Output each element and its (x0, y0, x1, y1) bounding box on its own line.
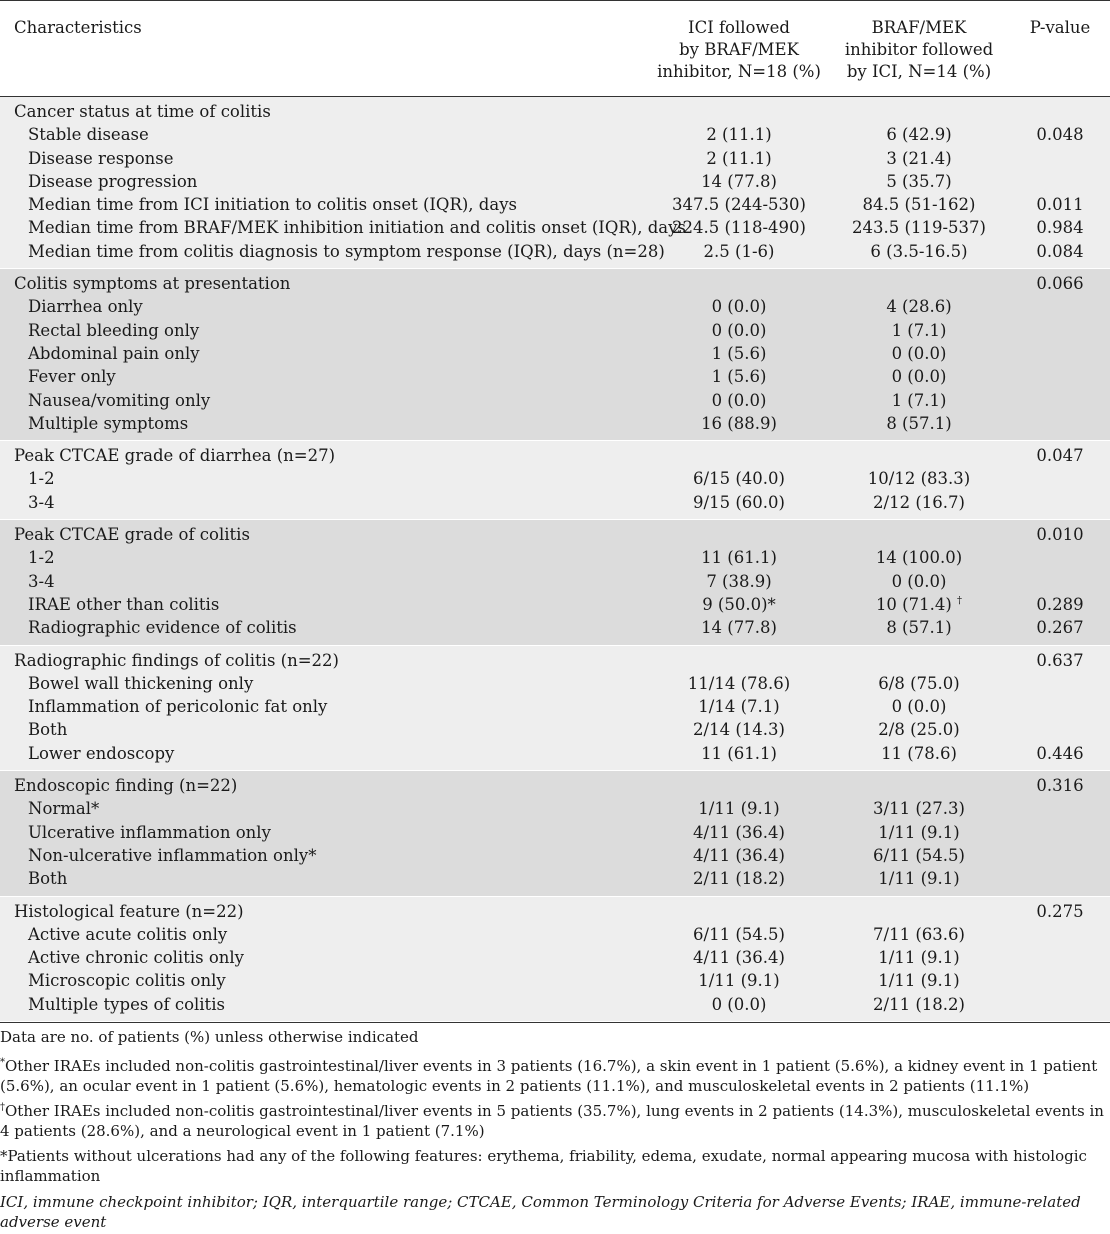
row-value-ici-first (650, 946, 828, 969)
row-value-ici-first (650, 672, 828, 695)
row-value-text: 6/11 (54.5) (873, 845, 965, 865)
row-value-text: 14 (77.8) (701, 618, 777, 638)
group-title: Cancer status at time of colitis (14, 102, 271, 121)
table-row (0, 342, 1110, 365)
table-header (0, 1, 1110, 97)
group-title: Endoscopic finding (n=22) (14, 776, 238, 796)
row-value-ici-first (650, 365, 828, 388)
table-row (0, 969, 1110, 992)
group-pvalue: 0.275 (1036, 901, 1084, 921)
row-value-braf-first (828, 342, 1010, 365)
row-label: 1-2 (28, 469, 55, 489)
group-pvalue: 0.066 (1036, 274, 1084, 294)
row-value-braf-first (828, 993, 1010, 1021)
row-value-braf-first (828, 147, 1010, 170)
group-title-row (0, 269, 1110, 296)
table-row (0, 821, 1110, 844)
colitis-characteristics-table (0, 0, 1110, 97)
row-pvalue (1010, 319, 1110, 342)
row-value-text: 3 (21.4) (886, 148, 952, 168)
row-value-text: 1/11 (9.1) (878, 869, 960, 889)
table-row (0, 570, 1110, 593)
table-row (0, 295, 1110, 318)
row-value-ici-first (650, 867, 828, 896)
row-value-ici-first (650, 718, 828, 741)
row-value-text: 0 (0.0) (891, 367, 947, 387)
row-label: Bowel wall thickening only (28, 673, 254, 693)
group-value-a (650, 520, 828, 547)
row-pvalue: 0.267 (1036, 618, 1084, 638)
row-value-text: 6/8 (75.0) (878, 673, 960, 693)
row-value-text: 1/14 (7.1) (698, 697, 780, 717)
row-value-ici-first (650, 491, 828, 520)
row-pvalue (1010, 718, 1110, 741)
row-value-braf-first (828, 742, 1010, 771)
header-ici-first: ICI followed by BRAF/MEK inhibitor, N=18 (%) (650, 1, 828, 97)
row-label: Radiographic evidence of colitis (28, 618, 297, 638)
row-label: Normal* (28, 799, 100, 819)
row-value-ici-first (650, 797, 828, 820)
row-value-ici-first (650, 546, 828, 569)
header-characteristics: Characteristics (0, 1, 650, 97)
row-value-ici-first (650, 123, 828, 146)
footnote-abbreviations: ICI, immune checkpoint inhibitor; IQR, interquartile range; CTCAE, Common Terminology Criteria for Adverse Events; IRAE, immune-related adverse event (0, 1192, 1081, 1231)
row-label: Stable disease (28, 125, 149, 145)
table-row (0, 672, 1110, 695)
row-value-braf-first (828, 923, 1010, 946)
group-value-b (828, 520, 1010, 547)
row-value-ici-first (650, 295, 828, 318)
table-row (0, 797, 1110, 820)
row-value-text: 1 (7.1) (891, 320, 947, 340)
table-row (0, 123, 1110, 146)
row-value-text: 1 (7.1) (891, 390, 947, 410)
row-value-text: 4/11 (36.4) (693, 822, 785, 842)
row-value-text: 0 (0.0) (711, 390, 767, 410)
row-pvalue (1010, 797, 1110, 820)
table-row (0, 170, 1110, 193)
row-label: Nausea/vomiting only (28, 390, 211, 410)
table-row (0, 319, 1110, 342)
row-label: Rectal bleeding only (28, 320, 200, 340)
row-value-text: 6 (42.9) (886, 125, 952, 145)
row-value-ici-first (650, 570, 828, 593)
group-value-a (650, 97, 828, 123)
table-group (0, 441, 1110, 520)
row-pvalue: 0.084 (1036, 241, 1084, 261)
row-pvalue: 0.984 (1036, 218, 1084, 238)
row-value-ici-first (650, 170, 828, 193)
row-value-text: 11 (61.1) (701, 548, 777, 568)
footnote-other-irae-braf: †Other IRAEs included non-colitis gastrointestinal/liver events in 5 patients (35.7%), lung events in 2 patients (14.3%), musculoskeletal events in 4 patients (28.6%), and a neurological event in 1 patient (7.1%) (0, 1101, 1104, 1140)
table-group (0, 645, 1110, 770)
group-title: Peak CTCAE grade of diarrhea (n=27) (14, 446, 336, 466)
row-pvalue: 0.289 (1036, 594, 1084, 614)
row-value-ici-first (650, 240, 828, 269)
row-value-text: 8 (57.1) (886, 618, 952, 638)
row-value-text: 11 (78.6) (881, 743, 957, 763)
row-value-ici-first (650, 467, 828, 490)
row-pvalue (1010, 365, 1110, 388)
row-pvalue: 0.446 (1036, 743, 1084, 763)
row-value-text: 347.5 (244-530) (672, 195, 806, 215)
row-value-braf-first (828, 969, 1010, 992)
row-pvalue (1010, 412, 1110, 441)
row-pvalue (1010, 844, 1110, 867)
row-value-text: 2 (11.1) (706, 148, 772, 168)
row-pvalue (1010, 342, 1110, 365)
row-label: Fever only (28, 367, 116, 387)
row-pvalue (1010, 170, 1110, 193)
row-value-braf-first (828, 491, 1010, 520)
row-value-braf-first (828, 570, 1010, 593)
group-value-b (828, 97, 1010, 123)
row-value-text: 8 (57.1) (886, 413, 952, 433)
table-body (0, 97, 1110, 1021)
row-value-text: 14 (100.0) (875, 548, 963, 568)
table-row (0, 616, 1110, 645)
row-value-ici-first (650, 993, 828, 1021)
group-value-a (650, 771, 828, 798)
row-value-text: 0 (0.0) (711, 297, 767, 317)
row-value-text: 2/14 (14.3) (693, 720, 785, 740)
row-value-braf-first (828, 467, 1010, 490)
row-value-braf-first (828, 672, 1010, 695)
row-value-text: 243.5 (119-537) (852, 218, 986, 238)
row-value-text: 11 (61.1) (701, 743, 777, 763)
group-title-row (0, 441, 1110, 468)
row-value-text: 1/11 (9.1) (878, 822, 960, 842)
row-value-ici-first (650, 389, 828, 412)
group-value-b (828, 441, 1010, 468)
row-value-text: 4/11 (36.4) (693, 845, 785, 865)
row-pvalue (1010, 147, 1110, 170)
row-value-text: 10 (71.4) (875, 594, 952, 614)
row-value-text: 3/11 (27.3) (873, 799, 965, 819)
row-value-ici-first (650, 593, 828, 616)
group-title-row (0, 520, 1110, 547)
row-value-braf-first (828, 412, 1010, 441)
row-label: Median time from ICI initiation to colitis onset (IQR), days (28, 195, 517, 215)
table-row (0, 412, 1110, 441)
row-value-text: 2/8 (25.0) (878, 720, 960, 740)
row-pvalue (1010, 570, 1110, 593)
row-pvalue: 0.011 (1036, 195, 1084, 215)
group-title-row (0, 771, 1110, 798)
row-label: Microscopic colitis only (28, 971, 226, 991)
row-value-braf-first (828, 319, 1010, 342)
row-pvalue (1010, 295, 1110, 318)
row-pvalue (1010, 695, 1110, 718)
group-value-b (828, 269, 1010, 296)
group-pvalue (1010, 97, 1110, 123)
table-footnotes (0, 1022, 1110, 1234)
row-value-text: 2/12 (16.7) (873, 492, 965, 512)
group-value-b (828, 645, 1010, 672)
row-value-text: 5 (35.7) (886, 171, 952, 191)
row-value-text: 84.5 (51-162) (862, 195, 976, 215)
row-value-braf-first (828, 216, 1010, 239)
row-value-text: 0 (0.0) (891, 697, 947, 717)
row-value-text: 0 (0.0) (711, 994, 767, 1014)
row-value-ici-first (650, 342, 828, 365)
row-value-text: 6 (3.5-16.5) (870, 241, 968, 261)
row-value-text: 0 (0.0) (891, 343, 947, 363)
row-label: Disease response (28, 148, 174, 168)
footnote-other-irae-ici: *Other IRAEs included non-colitis gastrointestinal/liver events in 3 patients (16.7%), a skin event in 1 patient (5.6%), a kidney event in 1 patient (5.6%), an ocular event in 1 patient (5.6%), hematologic events in 2 patients (11.1%), and musculoskeletal events in 2 patients (11.1%) (0, 1056, 1098, 1095)
row-value-braf-first (828, 867, 1010, 896)
table-group (0, 97, 1110, 269)
table-group (0, 896, 1110, 1021)
row-pvalue (1010, 993, 1110, 1021)
row-label: Non-ulcerative inflammation only* (28, 845, 317, 865)
group-title-row (0, 896, 1110, 923)
row-value-ici-first (650, 695, 828, 718)
row-value-text: 6/11 (54.5) (693, 924, 785, 944)
row-label: Active acute colitis only (28, 924, 228, 944)
group-pvalue: 0.010 (1036, 525, 1084, 545)
group-title: Histological feature (n=22) (14, 901, 244, 921)
table-row (0, 467, 1110, 490)
row-label: Inflammation of pericolonic fat only (28, 697, 328, 717)
row-pvalue (1010, 389, 1110, 412)
row-value-braf-first (828, 946, 1010, 969)
row-value-text: 1/11 (9.1) (878, 948, 960, 968)
row-label: Multiple types of colitis (28, 994, 225, 1014)
row-value-text: 9 (50.0) (702, 594, 768, 614)
row-value-ici-first (650, 147, 828, 170)
row-label: Diarrhea only (28, 297, 143, 317)
row-pvalue (1010, 546, 1110, 569)
table-row (0, 240, 1110, 269)
row-value-text: 0 (0.0) (891, 571, 947, 591)
header-braf-first: BRAF/MEK inhibitor followed by ICI, N=14 (%) (828, 1, 1010, 97)
row-value-braf-first (828, 365, 1010, 388)
row-value-text: 2/11 (18.2) (873, 994, 965, 1014)
row-value-braf-first (828, 295, 1010, 318)
group-value-a (650, 645, 828, 672)
row-value-ici-first (650, 193, 828, 216)
row-value-ici-first (650, 742, 828, 771)
row-value-braf-first (828, 193, 1010, 216)
row-value-braf-first (828, 389, 1010, 412)
row-value-text: 1/11 (9.1) (698, 971, 780, 991)
row-label: Active chronic colitis only (28, 948, 244, 968)
table-row (0, 193, 1110, 216)
row-label: Disease progression (28, 171, 198, 191)
row-value-text: 16 (88.9) (701, 413, 777, 433)
row-label: Both (28, 720, 68, 740)
table-row (0, 147, 1110, 170)
group-value-b (828, 771, 1010, 798)
row-value-text: 1 (5.6) (711, 343, 767, 363)
row-value-text: 1/11 (9.1) (698, 799, 780, 819)
group-value-a (650, 896, 828, 923)
row-value-text: 6/15 (40.0) (693, 469, 785, 489)
footnote-data-note: Data are no. of patients (%) unless otherwise indicated (0, 1027, 419, 1046)
row-value-ici-first (650, 216, 828, 239)
header-pvalue: P-value (1010, 1, 1110, 97)
row-label: Lower endoscopy (28, 743, 175, 763)
row-label: Median time from BRAF/MEK inhibition initiation and colitis onset (IQR), days (28, 218, 686, 238)
table-row (0, 389, 1110, 412)
row-pvalue: 0.048 (1036, 125, 1084, 145)
row-value-braf-first (828, 546, 1010, 569)
row-pvalue (1010, 821, 1110, 844)
group-title: Radiographic findings of colitis (n=22) (14, 650, 339, 670)
row-value-text: 14 (77.8) (701, 171, 777, 191)
row-value-ici-first (650, 923, 828, 946)
row-value-braf-first (828, 170, 1010, 193)
row-value-text: 2.5 (1-6) (703, 241, 775, 261)
row-value-text: 7/11 (63.6) (873, 924, 965, 944)
row-value-text: 10/12 (83.3) (867, 469, 971, 489)
row-pvalue (1010, 923, 1110, 946)
table-row (0, 216, 1110, 239)
row-value-braf-first (828, 821, 1010, 844)
row-value-ici-first (650, 821, 828, 844)
row-value-text: 9/15 (60.0) (693, 492, 785, 512)
table-row (0, 365, 1110, 388)
row-value-text: 0 (0.0) (711, 320, 767, 340)
table-group (0, 520, 1110, 645)
row-value-braf-first (828, 844, 1010, 867)
group-value-b (828, 896, 1010, 923)
table-row (0, 946, 1110, 969)
group-value-a (650, 441, 828, 468)
row-pvalue (1010, 672, 1110, 695)
row-label: Median time from colitis diagnosis to symptom response (IQR), days (n=28) (28, 241, 665, 261)
row-label: Both (28, 869, 68, 889)
group-title-row (0, 645, 1110, 672)
row-value-braf-first (828, 695, 1010, 718)
row-value-braf-first (828, 797, 1010, 820)
row-label: IRAE other than colitis (28, 594, 220, 614)
table-row (0, 867, 1110, 896)
group-pvalue: 0.637 (1036, 650, 1084, 670)
row-label: Ulcerative inflammation only (28, 822, 271, 842)
row-value-text: 4/11 (36.4) (693, 948, 785, 968)
row-value-ici-first (650, 412, 828, 441)
footnote-mark: * (767, 594, 776, 614)
group-title-row (0, 97, 1110, 123)
footnote-ulcerations: *Patients without ulcerations had any of the following features: erythema, friability, edema, exudate, normal appearing mucosa with histologic inflammation (0, 1146, 1087, 1185)
table-row (0, 695, 1110, 718)
table-row (0, 923, 1110, 946)
table-row (0, 491, 1110, 520)
row-pvalue (1010, 946, 1110, 969)
row-value-text: 7 (38.9) (706, 571, 772, 591)
table-row (0, 742, 1110, 771)
row-pvalue (1010, 867, 1110, 896)
table-row (0, 844, 1110, 867)
row-value-text: 2 (11.1) (706, 125, 772, 145)
table-group (0, 269, 1110, 441)
row-label: Abdominal pain only (28, 343, 200, 363)
row-label: 3-4 (28, 492, 55, 512)
row-value-braf-first (828, 240, 1010, 269)
row-value-ici-first (650, 319, 828, 342)
row-value-ici-first (650, 844, 828, 867)
group-pvalue: 0.316 (1036, 776, 1084, 796)
row-value-ici-first (650, 969, 828, 992)
row-label: Multiple symptoms (28, 413, 189, 433)
table-row (0, 593, 1110, 616)
group-title: Peak CTCAE grade of colitis (14, 525, 250, 545)
group-pvalue: 0.047 (1036, 446, 1084, 466)
row-pvalue (1010, 467, 1110, 490)
table-row (0, 546, 1110, 569)
row-value-braf-first (828, 718, 1010, 741)
row-value-text: 224.5 (118-490) (672, 218, 806, 238)
row-value-text: 11/14 (78.6) (687, 673, 791, 693)
row-label: 1-2 (28, 548, 55, 568)
row-pvalue (1010, 969, 1110, 992)
row-value-text: 4 (28.6) (886, 297, 952, 317)
row-value-ici-first (650, 616, 828, 645)
group-value-a (650, 269, 828, 296)
footnote-mark: † (957, 595, 963, 607)
row-value-braf-first (828, 123, 1010, 146)
table-group (0, 771, 1110, 896)
row-value-text: 1 (5.6) (711, 367, 767, 387)
row-value-text: 1/11 (9.1) (878, 971, 960, 991)
row-pvalue (1010, 491, 1110, 520)
table-row (0, 718, 1110, 741)
row-label: 3-4 (28, 571, 55, 591)
table-row (0, 993, 1110, 1021)
row-value-braf-first (828, 616, 1010, 645)
row-value-text: 2/11 (18.2) (693, 869, 785, 889)
row-value-braf-first (828, 593, 1010, 616)
group-title: Colitis symptoms at presentation (14, 274, 291, 294)
